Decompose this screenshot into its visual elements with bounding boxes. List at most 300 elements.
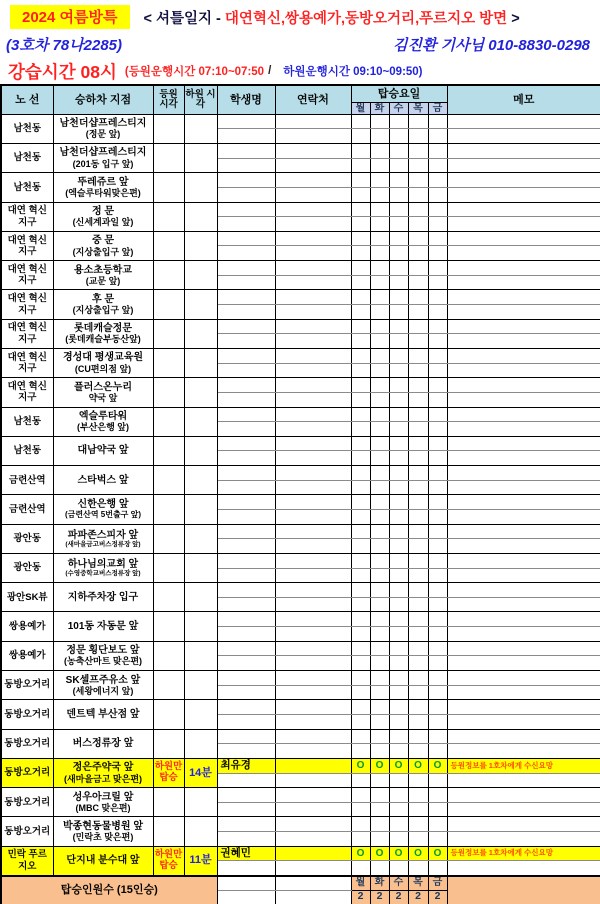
day-mark-cell [370, 568, 389, 583]
day-mark-cell [370, 407, 389, 422]
contact-cell [275, 363, 351, 378]
stop-row [1, 612, 600, 627]
day-mark-cell [408, 568, 428, 583]
day-mark-cell [351, 583, 370, 598]
day-mark-cell [408, 378, 428, 393]
day-mark-cell [370, 641, 389, 656]
day-mark-cell [408, 246, 428, 261]
day-mark-cell [351, 407, 370, 422]
col-header-memo: 메모 [447, 85, 600, 114]
day-mark-cell [389, 480, 408, 495]
stop-sub-name: (금련산역 5번출구 앞) [64, 509, 142, 519]
return-time-cell [184, 407, 217, 436]
day-mark-cell [408, 217, 428, 232]
day-mark-cell [370, 363, 389, 378]
driver-contact: 김진환 기사님 010-8830-0298 [392, 36, 590, 54]
memo-cell [447, 187, 600, 202]
memo-cell: 등원정보를 1호차에게 수신요망 [447, 758, 600, 773]
footer-student-cell [217, 890, 275, 904]
contact-cell [275, 378, 351, 393]
page-title-suffix: > [507, 10, 520, 27]
day-mark-cell [408, 539, 428, 554]
day-mark-cell [351, 143, 370, 158]
page-title-prefix: < 셔틀일지 - [143, 10, 225, 27]
student-cell [217, 422, 275, 437]
student-cell [217, 861, 275, 876]
day-mark-cell [370, 627, 389, 642]
memo-cell [447, 495, 600, 510]
day-mark-cell [351, 568, 370, 583]
contact-cell [275, 143, 351, 158]
stop-sub-name: (롯데캐슬부동산앞) [65, 334, 141, 345]
day-mark-cell [428, 656, 447, 671]
memo-cell [447, 261, 600, 276]
day-mark-cell [389, 466, 408, 481]
dropoff-window: 하원운행시간 09:10~09:50) [283, 66, 423, 78]
contact-cell [275, 597, 351, 612]
memo-cell [447, 773, 600, 788]
footer-count-cell: 2 [351, 890, 370, 904]
day-header-cell: 목 [408, 102, 428, 114]
student-cell [217, 553, 275, 568]
stop-row [1, 817, 600, 832]
day-mark-cell [370, 480, 389, 495]
day-mark-cell [428, 392, 447, 407]
stop-sub-name: (MBC 맞은편) [75, 802, 131, 813]
day-mark-cell [428, 553, 447, 568]
stop-row [1, 729, 600, 744]
day-mark-cell [370, 553, 389, 568]
student-cell [217, 641, 275, 656]
day-mark-cell [351, 612, 370, 627]
memo-cell [447, 641, 600, 656]
day-mark-cell [428, 231, 447, 246]
day-mark-cell [351, 729, 370, 744]
day-mark-cell [408, 656, 428, 671]
contact-cell [275, 832, 351, 847]
day-mark-cell [408, 509, 428, 524]
stop-row [1, 290, 600, 305]
memo-cell [447, 524, 600, 539]
day-mark-cell [428, 173, 447, 188]
student-cell [217, 627, 275, 642]
day-mark-cell [428, 348, 447, 363]
stop-sub-name: (지상출입구 앞) [72, 246, 134, 257]
day-mark-cell [370, 392, 389, 407]
stop-cell [53, 788, 153, 817]
day-mark-cell [351, 700, 370, 715]
contact-cell [275, 436, 351, 451]
day-mark-cell [428, 114, 447, 129]
student-cell [217, 495, 275, 510]
day-mark-cell [351, 671, 370, 686]
student-cell [217, 319, 275, 334]
schedule-table-wrap [0, 84, 600, 904]
day-mark-cell: O [351, 758, 370, 773]
day-mark-cell [428, 627, 447, 642]
day-mark-cell: O [389, 758, 408, 773]
footer-count-cell: 2 [408, 890, 428, 904]
stop-name: 경성대 평생교육원 [62, 352, 144, 364]
stop-cell [53, 641, 153, 670]
day-mark-cell [408, 392, 428, 407]
stop-name: 박종현동물병원 앞 [62, 820, 144, 832]
memo-cell [447, 466, 600, 481]
day-mark-cell [389, 305, 408, 320]
day-mark-cell [408, 773, 428, 788]
contact-cell [275, 495, 351, 510]
day-mark-cell [370, 802, 389, 817]
student-cell [217, 202, 275, 217]
route-cell: 대연 혁신지구 [1, 261, 53, 290]
day-mark-cell [408, 231, 428, 246]
contact-cell [275, 817, 351, 832]
day-mark-cell [370, 319, 389, 334]
day-mark-cell [389, 143, 408, 158]
route-cell: 동방오거리 [1, 671, 53, 700]
day-mark-cell [408, 817, 428, 832]
memo-cell [447, 597, 600, 612]
return-time-cell [184, 641, 217, 670]
day-mark-cell [428, 290, 447, 305]
day-mark-cell [351, 788, 370, 803]
day-mark-cell [370, 685, 389, 700]
footer-day-cell: 목 [408, 876, 428, 891]
memo-cell [447, 202, 600, 217]
stop-row [1, 319, 600, 334]
memo-cell [447, 217, 600, 232]
day-mark-cell [351, 627, 370, 642]
day-mark-cell [389, 129, 408, 144]
day-mark-cell [428, 568, 447, 583]
day-mark-cell [351, 392, 370, 407]
day-mark-cell [351, 348, 370, 363]
stop-name: 뚜레쥬르 앞 [77, 176, 129, 188]
day-mark-cell [351, 480, 370, 495]
stop-name: 엑슬루타워 [78, 411, 128, 422]
contact-cell [275, 671, 351, 686]
contact-cell [275, 319, 351, 334]
go-time-cell [153, 173, 184, 202]
day-mark-cell [408, 290, 428, 305]
day-mark-cell [389, 158, 408, 173]
day-mark-cell [389, 451, 408, 466]
student-cell [217, 744, 275, 759]
memo-cell [447, 656, 600, 671]
return-time-cell [184, 436, 217, 465]
stop-cell [53, 700, 153, 729]
day-mark-cell [351, 275, 370, 290]
day-mark-cell [428, 685, 447, 700]
contact-cell [275, 422, 351, 437]
day-mark-cell [370, 656, 389, 671]
student-cell [217, 246, 275, 261]
stop-cell [53, 612, 153, 641]
day-mark-cell [389, 217, 408, 232]
go-time-cell [153, 407, 184, 436]
stop-row [1, 553, 600, 568]
student-cell [217, 187, 275, 202]
schedule-table [0, 84, 600, 904]
route-cell: 금련산역 [1, 466, 53, 495]
day-mark-cell [351, 524, 370, 539]
day-mark-cell [408, 466, 428, 481]
contact-cell [275, 348, 351, 363]
day-mark-cell [428, 363, 447, 378]
memo-cell [447, 451, 600, 466]
day-mark-cell: O [428, 758, 447, 773]
student-cell [217, 378, 275, 393]
stop-name: 덴트텍 부산점 앞 [66, 708, 140, 720]
student-cell [217, 436, 275, 451]
return-time-cell [184, 466, 217, 495]
day-mark-cell [389, 231, 408, 246]
day-mark-cell [428, 729, 447, 744]
return-time-cell: 11분 [184, 846, 217, 875]
contact-cell [275, 305, 351, 320]
student-cell [217, 817, 275, 832]
memo-cell [447, 231, 600, 246]
memo-cell [447, 305, 600, 320]
day-mark-cell [389, 817, 408, 832]
day-mark-cell [428, 714, 447, 729]
contact-cell [275, 466, 351, 481]
stop-row [1, 524, 600, 539]
day-mark-cell [351, 319, 370, 334]
route-cell: 민락 푸르지오 [1, 846, 53, 875]
contact-cell [275, 773, 351, 788]
route-cell: 광안SK뷰 [1, 583, 53, 612]
stop-cell [53, 231, 153, 260]
day-mark-cell [428, 246, 447, 261]
day-mark-cell [351, 363, 370, 378]
stop-sub-name: (수영중학교버스정류장 앞) [65, 570, 141, 577]
day-mark-cell [370, 305, 389, 320]
day-mark-cell [428, 773, 447, 788]
stop-name: 플러스온누리 [74, 381, 132, 393]
day-mark-cell [389, 422, 408, 437]
day-mark-cell [351, 539, 370, 554]
stop-name: 후 문 [91, 293, 115, 305]
day-mark-cell [408, 436, 428, 451]
contact-cell [275, 788, 351, 803]
stop-sub-name: (세왕에너지 앞) [72, 685, 134, 696]
day-mark-cell [408, 187, 428, 202]
day-mark-cell [351, 495, 370, 510]
go-time-cell [153, 612, 184, 641]
route-cell: 동방오거리 [1, 788, 53, 817]
day-mark-cell [389, 290, 408, 305]
day-mark-cell [428, 671, 447, 686]
stop-row [1, 583, 600, 598]
contact-cell [275, 217, 351, 232]
day-mark-cell [428, 158, 447, 173]
day-mark-cell [408, 451, 428, 466]
day-mark-cell [370, 202, 389, 217]
day-mark-cell [389, 685, 408, 700]
day-mark-cell [351, 261, 370, 276]
day-mark-cell: O [351, 846, 370, 861]
memo-cell [447, 861, 600, 876]
student-cell [217, 290, 275, 305]
day-mark-cell [428, 788, 447, 803]
day-mark-cell [389, 509, 408, 524]
day-mark-cell [428, 583, 447, 598]
day-mark-cell [428, 480, 447, 495]
go-time-cell [153, 378, 184, 407]
memo-cell [447, 509, 600, 524]
student-cell [217, 788, 275, 803]
memo-cell [447, 539, 600, 554]
stop-cell [53, 583, 153, 612]
day-mark-cell [408, 524, 428, 539]
route-cell: 동방오거리 [1, 758, 53, 787]
stop-name: 남천더샵프레스티지 [59, 147, 147, 159]
bus-driver-line [6, 33, 590, 55]
day-mark-cell [389, 114, 408, 129]
route-cell: 금련산역 [1, 495, 53, 524]
contact-cell [275, 729, 351, 744]
go-time-cell [153, 641, 184, 670]
memo-cell [447, 143, 600, 158]
memo-cell [447, 422, 600, 437]
day-mark-cell [389, 173, 408, 188]
day-mark-cell [370, 509, 389, 524]
table-footer [1, 876, 600, 904]
day-mark-cell [351, 202, 370, 217]
memo-cell [447, 612, 600, 627]
day-mark-cell [370, 422, 389, 437]
day-mark-cell [428, 524, 447, 539]
day-mark-cell [370, 158, 389, 173]
day-mark-cell [351, 802, 370, 817]
contact-cell [275, 509, 351, 524]
day-mark-cell [428, 305, 447, 320]
day-header-cell: 금 [428, 102, 447, 114]
student-cell [217, 217, 275, 232]
stop-row [1, 231, 600, 246]
stop-row [1, 114, 600, 129]
route-cell: 동방오거리 [1, 817, 53, 846]
day-mark-cell [408, 129, 428, 144]
go-time-cell [153, 495, 184, 524]
day-mark-cell [408, 802, 428, 817]
stop-cell [53, 319, 153, 348]
stop-name: 성우아크릴 앞 [72, 791, 134, 803]
contact-cell [275, 261, 351, 276]
col-header-student: 학생명 [217, 85, 275, 114]
go-time-cell [153, 436, 184, 465]
day-mark-cell [389, 802, 408, 817]
student-cell [217, 700, 275, 715]
day-mark-cell: O [370, 846, 389, 861]
go-time-cell [153, 143, 184, 172]
footer-day-cell: 수 [389, 876, 408, 891]
stop-name: 버스정류장 앞 [72, 738, 134, 750]
go-time-cell [153, 202, 184, 231]
bus-number: (3호차 78나2285) [6, 36, 123, 54]
student-cell [217, 612, 275, 627]
passenger-count-label: 탑승인원수 (15인승) [1, 876, 217, 904]
return-time-cell [184, 671, 217, 700]
stop-cell [53, 817, 153, 846]
route-cell: 광안동 [1, 553, 53, 582]
day-mark-cell [428, 700, 447, 715]
day-mark-cell [370, 275, 389, 290]
stop-row [1, 495, 600, 510]
day-mark-cell [408, 553, 428, 568]
day-mark-cell [408, 158, 428, 173]
title-line [10, 6, 596, 28]
student-cell [217, 671, 275, 686]
route-cell: 쌍용예가 [1, 641, 53, 670]
memo-cell [447, 246, 600, 261]
day-mark-cell [389, 714, 408, 729]
memo-cell [447, 568, 600, 583]
stop-cell [53, 846, 153, 875]
day-mark-cell [408, 700, 428, 715]
day-mark-cell: O [389, 846, 408, 861]
stop-row [1, 378, 600, 393]
day-mark-cell [351, 597, 370, 612]
student-cell [217, 334, 275, 349]
contact-cell [275, 187, 351, 202]
window-slash: / [268, 65, 272, 77]
student-cell: 권혜민 [217, 846, 275, 861]
contact-cell [275, 290, 351, 305]
go-time-cell [153, 114, 184, 143]
student-cell [217, 685, 275, 700]
go-time-cell [153, 788, 184, 817]
day-mark-cell [428, 319, 447, 334]
day-mark-cell [428, 832, 447, 847]
stop-name: 대남약국 앞 [77, 445, 129, 457]
stop-cell [53, 290, 153, 319]
contact-cell [275, 392, 351, 407]
stop-sub-name: (201동 입구 앞) [72, 158, 134, 169]
footer-memo-cell [447, 876, 600, 904]
contact-cell [275, 627, 351, 642]
class-time-line [8, 59, 600, 83]
memo-cell [447, 173, 600, 188]
footer-student-cell [217, 876, 275, 891]
stop-cell [53, 758, 153, 787]
stop-row [1, 436, 600, 451]
route-cell: 남천동 [1, 407, 53, 436]
go-time-cell: 하원만 탑승 [153, 846, 184, 875]
stop-row [1, 641, 600, 656]
day-mark-cell [351, 114, 370, 129]
go-time-cell [153, 524, 184, 553]
footer-day-cell: 금 [428, 876, 447, 891]
day-mark-cell [389, 392, 408, 407]
day-mark-cell [389, 612, 408, 627]
day-mark-cell [408, 832, 428, 847]
stop-cell [53, 729, 153, 758]
day-mark-cell [408, 407, 428, 422]
go-time-cell [153, 671, 184, 700]
memo-cell [447, 553, 600, 568]
memo-cell [447, 348, 600, 363]
student-cell [217, 568, 275, 583]
day-mark-cell: O [408, 758, 428, 773]
return-time-cell [184, 524, 217, 553]
day-mark-cell [389, 348, 408, 363]
day-mark-cell [408, 597, 428, 612]
go-time-cell [153, 700, 184, 729]
day-mark-cell [370, 612, 389, 627]
day-mark-cell [428, 451, 447, 466]
